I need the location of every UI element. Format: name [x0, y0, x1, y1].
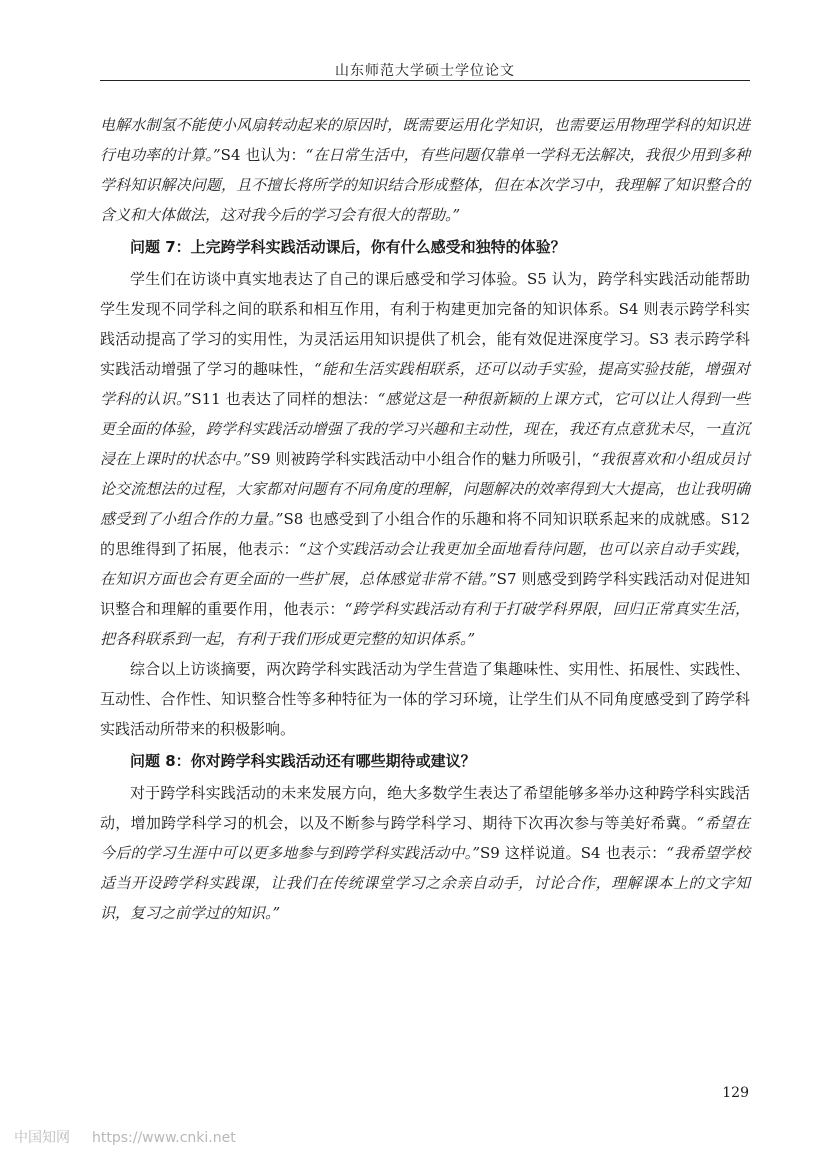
- text: S4 也认为：: [220, 146, 306, 164]
- watermark-url: https://www.cnki.net: [92, 1130, 236, 1146]
- watermark-name: 中国知网: [14, 1130, 70, 1146]
- text: S11 也表达了同样的想法：: [191, 390, 378, 408]
- quote: “能和生活实践相联系，还可以动手实验，提高实验技能，增强对学科的认识。”: [100, 360, 750, 408]
- header-divider: [100, 80, 750, 81]
- text: S7 则感受到跨学科实践活动对促进知识整合和理解的重要作用，他表示：: [100, 570, 751, 618]
- cnki-watermark: [14, 1127, 236, 1147]
- text: S8 也感受到了小组合作的乐趣和将不同知识联系起来的成就感。S12 的思维得到了拓展，他表示：: [100, 510, 751, 558]
- paragraph-2: [100, 264, 750, 654]
- paragraph-3: 综合以上访谈摘要，两次跨学科实践活动为学生营造了集趣味性、实用性、拓展性、实践性、互动性、合作性、知识整合性等多种特征为一体的学习环境，让学生们从不同角度感受到了跨学科实践活动所带来的积极影响。: [100, 660, 750, 738]
- paragraph-1: [100, 110, 750, 230]
- text: 学生们在访谈中真实地表达了自己的课后感受和学习体验。S5 认为，跨学科实践活动能帮助学生发现不同学科之间的联系和相互作用，有利于构建更加完备的知识体系。S4 则表示跨学科实践活动提高了学习的实用性，为灵活运用知识提供了机会，能有效促进深度学习。S3 表示跨学科实践活动增强了学习的趣味性，: [100, 270, 750, 378]
- text: S9 则被跨学科实践活动中小组合作的魅力所吸引，: [250, 450, 592, 468]
- page-number: 129: [722, 1085, 749, 1101]
- quote: “在日常生活中，有些问题仅靠单一学科无法解决，我很少用到多种学科知识解决问题，且不擅长将所学的知识结合形成整体，但在本次学习中，我理解了知识整合的含义和大体做法，这对我今后的学习会有很大的帮助。”: [100, 146, 751, 224]
- question-8-heading: 问题 8：你对跨学科实践活动还有哪些期待或建议？: [130, 752, 476, 770]
- page-header: 山东师范大学硕士学位论文: [335, 63, 515, 79]
- quote: “感觉这是一种很新颖的上课方式，它可以让人得到一些更全面的体验，跨学科实践活动增强了我的学习兴趣和主动性，现在，我还有点意犹未尽，一直沉浸在上课时的状态中。”: [100, 390, 751, 468]
- quote: “我希望学校适当开设跨学科实践课，让我们在传统课堂学习之余亲自动手，讨论合作，理解课本上的文字知识，复习之前学过的知识。”: [100, 844, 751, 922]
- text: 对于跨学科实践活动的未来发展方向，绝大多数学生表达了希望能够多举办这种跨学科实践活动，增加跨学科学习的机会，以及不断参与跨学科学习、期待下次再次参与等美好希冀。: [100, 784, 750, 832]
- quote: “这个实践活动会让我更加全面地看待问题，也可以亲自动手实践，在知识方面也会有更全面的一些扩展，总体感觉非常不错。”: [100, 540, 750, 588]
- quote: “我很喜欢和小组成员讨论交流想法的过程，大家都对问题有不同角度的理解，问题解决的效率得到大大提高，也让我明确感受到了小组合作的力量。”: [100, 450, 750, 528]
- text: S9 这样说道。S4 也表示：: [480, 844, 667, 862]
- quote: “跨学科实践活动有利于打破学科界限，回归正常真实生活，把各科联系到一起，有利于我们形成更完整的知识体系。”: [100, 600, 750, 648]
- thesis-body: [100, 110, 750, 928]
- quote: 电解水制氢不能使小风扇转动起来的原因时，既需要运用化学知识，也需要运用物理学科的知识进行电功率的计算。”: [100, 116, 750, 164]
- quote: “希望在今后的学习生涯中可以更多地参与到跨学科实践活动中。”: [100, 814, 750, 862]
- question-7-heading: 问题 7：上完跨学科实践活动课后，你有什么感受和独特的体验？: [130, 238, 566, 256]
- paragraph-4: [100, 778, 750, 928]
